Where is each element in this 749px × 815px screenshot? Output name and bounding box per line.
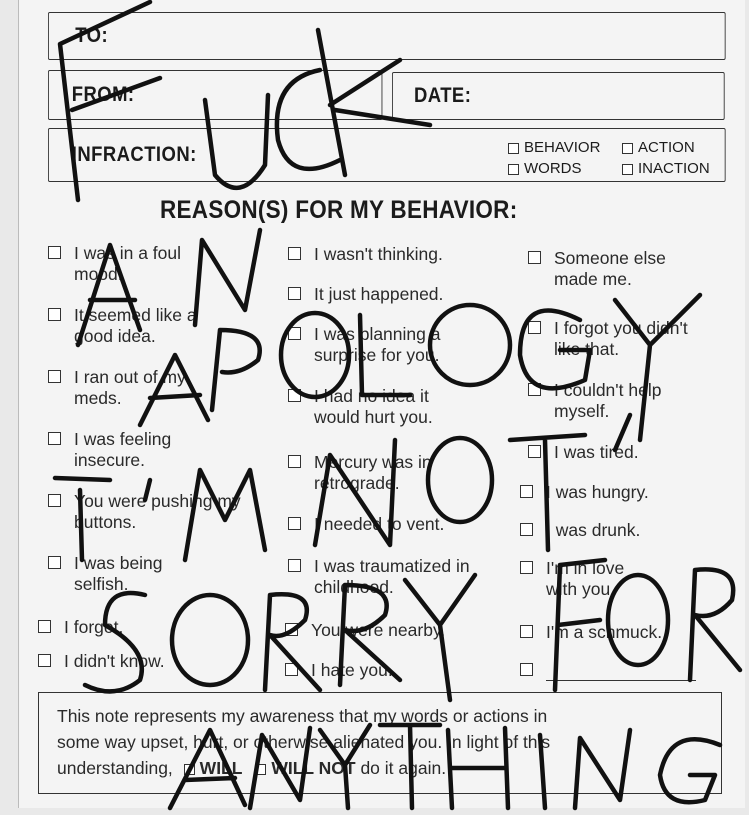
inaction-checkbox[interactable]: [622, 164, 633, 175]
write-in-line[interactable]: [546, 664, 696, 681]
reason-item[interactable]: I needed to vent.: [288, 514, 518, 535]
reason-checkbox[interactable]: [528, 321, 541, 334]
reason-item[interactable]: It just happened.: [288, 284, 518, 305]
reason-item[interactable]: I didn't know.: [38, 651, 218, 672]
reason-checkbox[interactable]: [288, 287, 301, 300]
reason-item[interactable]: I was hungry.: [520, 482, 710, 503]
reason-item[interactable]: I was traumatized in childhood.: [288, 556, 498, 598]
words-option[interactable]: WORDS: [508, 158, 582, 179]
reason-checkbox[interactable]: [48, 494, 61, 507]
action-option[interactable]: ACTION: [622, 137, 714, 158]
behavior-checkbox[interactable]: [508, 143, 519, 154]
reason-checkbox[interactable]: [528, 445, 541, 458]
reason-item[interactable]: I'm in love with you.: [520, 558, 710, 600]
to-label: TO:: [75, 24, 109, 47]
reason-item[interactable]: I forgot you didn't like that.: [528, 318, 718, 360]
reason-checkbox[interactable]: [285, 623, 298, 636]
from-label: FROM:: [71, 83, 135, 106]
reason-checkbox[interactable]: [48, 370, 61, 383]
reason-item[interactable]: I hate you.: [285, 660, 515, 681]
reason-item[interactable]: I had no idea it would hurt you.: [288, 386, 498, 428]
reason-item[interactable]: I was in a foul mood.: [48, 243, 228, 285]
reason-checkbox[interactable]: [520, 561, 533, 574]
will-checkbox[interactable]: [184, 764, 195, 775]
acknowledgement-line-2: some way upset, hurt, or otherwise alienated you. In light of this: [57, 732, 551, 752]
reason-checkbox[interactable]: [520, 663, 533, 676]
reason-item[interactable]: You were pushing my buttons.: [48, 491, 248, 533]
reason-checkbox[interactable]: [520, 485, 533, 498]
reason-checkbox[interactable]: [38, 654, 51, 667]
reason-item-blank[interactable]: [520, 660, 710, 681]
reason-checkbox[interactable]: [48, 556, 61, 569]
date-label: DATE:: [414, 84, 472, 107]
reason-item[interactable]: I was feeling insecure.: [48, 429, 228, 471]
reason-item[interactable]: Someone else made me.: [528, 248, 718, 290]
will-not-label: WILL NOT: [271, 758, 356, 778]
reason-checkbox[interactable]: [528, 251, 541, 264]
action-checkbox[interactable]: [622, 143, 633, 154]
reason-checkbox[interactable]: [48, 246, 61, 259]
reason-item[interactable]: I forgot.: [38, 617, 218, 638]
reason-checkbox[interactable]: [288, 455, 301, 468]
reason-item[interactable]: I ran out of my meds.: [48, 367, 228, 409]
reason-checkbox[interactable]: [288, 327, 301, 340]
reason-item[interactable]: I couldn't help myself.: [528, 380, 718, 422]
reason-checkbox[interactable]: [285, 663, 298, 676]
reason-checkbox[interactable]: [528, 383, 541, 396]
inaction-option[interactable]: INACTION: [622, 158, 714, 179]
reason-checkbox[interactable]: [520, 625, 533, 638]
behavior-option[interactable]: BEHAVIOR: [508, 137, 600, 158]
reason-checkbox[interactable]: [288, 389, 301, 402]
will-not-checkbox[interactable]: [255, 764, 266, 775]
acknowledgement-text: [57, 703, 707, 781]
reason-checkbox[interactable]: [520, 523, 533, 536]
reason-item[interactable]: I'm a schmuck.: [520, 622, 710, 643]
will-label: WILL: [199, 758, 243, 778]
reasons-title: REASON(S) FOR MY BEHAVIOR:: [160, 196, 518, 224]
reason-checkbox[interactable]: [288, 559, 301, 572]
reason-checkbox[interactable]: [288, 247, 301, 260]
reason-item[interactable]: You were nearby.: [285, 620, 515, 641]
acknowledgement-line-3: understanding, WILL WILL NOT do it again.: [57, 758, 447, 778]
to-field[interactable]: [48, 12, 726, 60]
reason-checkbox[interactable]: [288, 517, 301, 530]
from-field[interactable]: [48, 70, 382, 120]
reason-item[interactable]: I was tired.: [528, 442, 718, 463]
reason-item[interactable]: I was drunk.: [520, 520, 710, 541]
words-checkbox[interactable]: [508, 164, 519, 175]
reason-checkbox[interactable]: [48, 308, 61, 321]
reason-item[interactable]: I was being selfish.: [48, 553, 228, 595]
reason-item[interactable]: Mercury was in retrograde.: [288, 452, 498, 494]
acknowledgement-line-1: This note represents my awareness that my words or actions in: [57, 706, 548, 726]
acknowledgement-box: [38, 692, 722, 794]
reason-item[interactable]: I was planning a surprise for you.: [288, 324, 498, 366]
reason-checkbox[interactable]: [48, 432, 61, 445]
reason-checkbox[interactable]: [38, 620, 51, 633]
reason-item[interactable]: It seemed like a good idea.: [48, 305, 228, 347]
reason-item[interactable]: I wasn't thinking.: [288, 244, 518, 265]
date-field[interactable]: [392, 72, 725, 120]
infraction-type-options: [508, 137, 718, 179]
infraction-label: INFRACTION:: [71, 143, 197, 166]
